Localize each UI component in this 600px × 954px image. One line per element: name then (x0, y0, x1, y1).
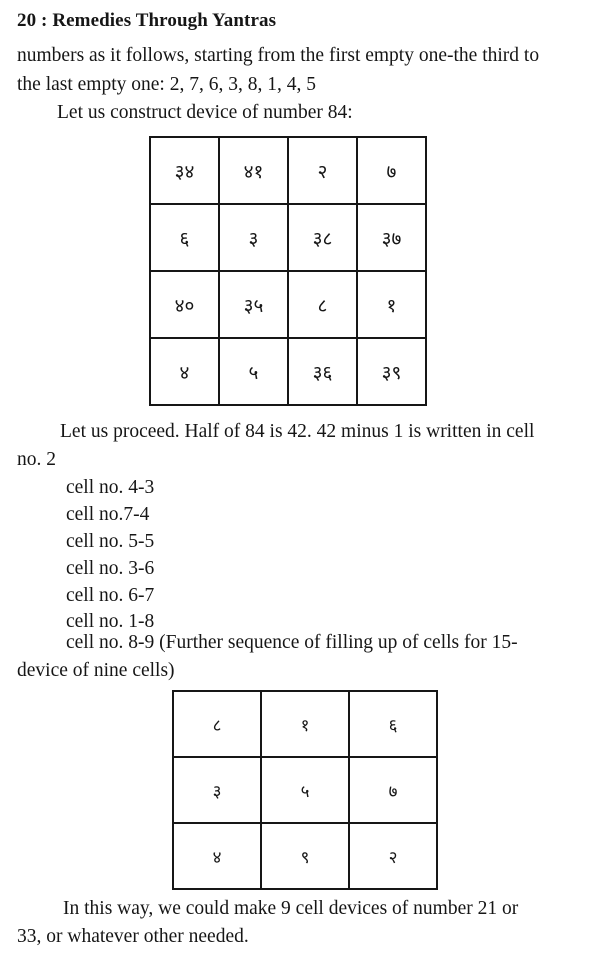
cell-list-item: cell no. 5-5 (66, 531, 155, 552)
cell-list-item: cell no. 1-8 (66, 611, 155, 632)
grid-cell: ६ (150, 204, 219, 271)
grid-row (150, 338, 426, 405)
grid-row (173, 691, 437, 757)
grid-row (150, 137, 426, 204)
grid-cell: ३५ (219, 271, 288, 338)
grid-row (173, 823, 437, 889)
grid-cell: २ (288, 137, 357, 204)
paragraph-line: In this way, we could make 9 cell devices of number 21 or (63, 898, 519, 919)
yantra-15-grid (172, 690, 438, 890)
grid-cell: ३४ (150, 137, 219, 204)
paragraph-line: numbers as it follows, starting from the first empty one-the third to (17, 45, 540, 66)
yantra-84-grid (149, 136, 427, 406)
paragraph-line: device of nine cells) (17, 660, 175, 681)
cell-list-item: cell no. 3-6 (66, 558, 155, 579)
grid-cell: ७ (349, 757, 437, 823)
grid-cell: ८ (173, 691, 261, 757)
grid-cell: ३७ (357, 204, 426, 271)
grid-cell: ३९ (357, 338, 426, 405)
grid-cell: ३६ (288, 338, 357, 405)
grid-cell: १ (357, 271, 426, 338)
cell-list-item: cell no. 6-7 (66, 585, 155, 606)
paragraph-line: 33, or whatever other needed. (17, 926, 249, 947)
grid-cell: ५ (219, 338, 288, 405)
paragraph-line: no. 2 (17, 449, 56, 470)
paragraph-line: cell no. 8-9 (Further sequence of filling up of cells for 15- (66, 632, 518, 653)
grid-cell: ४० (150, 271, 219, 338)
grid-cell: ८ (288, 271, 357, 338)
paragraph-line: Let us construct device of number 84: (57, 102, 353, 123)
paragraph-line: Let us proceed. Half of 84 is 42. 42 minus 1 is written in cell (60, 421, 535, 442)
grid-cell: ४ (173, 823, 261, 889)
cell-list-item: cell no.7-4 (66, 504, 150, 525)
grid-cell: ३८ (288, 204, 357, 271)
page-header: 20 : Remedies Through Yantras (17, 10, 277, 31)
grid-cell: ९ (261, 823, 349, 889)
cell-list-item: cell no. 4-3 (66, 477, 155, 498)
paragraph-line: the last empty one: 2, 7, 6, 3, 8, 1, 4, 5 (17, 74, 316, 95)
grid-cell: ३ (173, 757, 261, 823)
grid-cell: २ (349, 823, 437, 889)
grid-cell: ४१ (219, 137, 288, 204)
grid-row (150, 204, 426, 271)
grid-cell: ७ (357, 137, 426, 204)
grid-row (173, 757, 437, 823)
grid-cell: ५ (261, 757, 349, 823)
grid-cell: ३ (219, 204, 288, 271)
grid-cell: १ (261, 691, 349, 757)
grid-cell: ४ (150, 338, 219, 405)
grid-cell: ६ (349, 691, 437, 757)
grid-row (150, 271, 426, 338)
